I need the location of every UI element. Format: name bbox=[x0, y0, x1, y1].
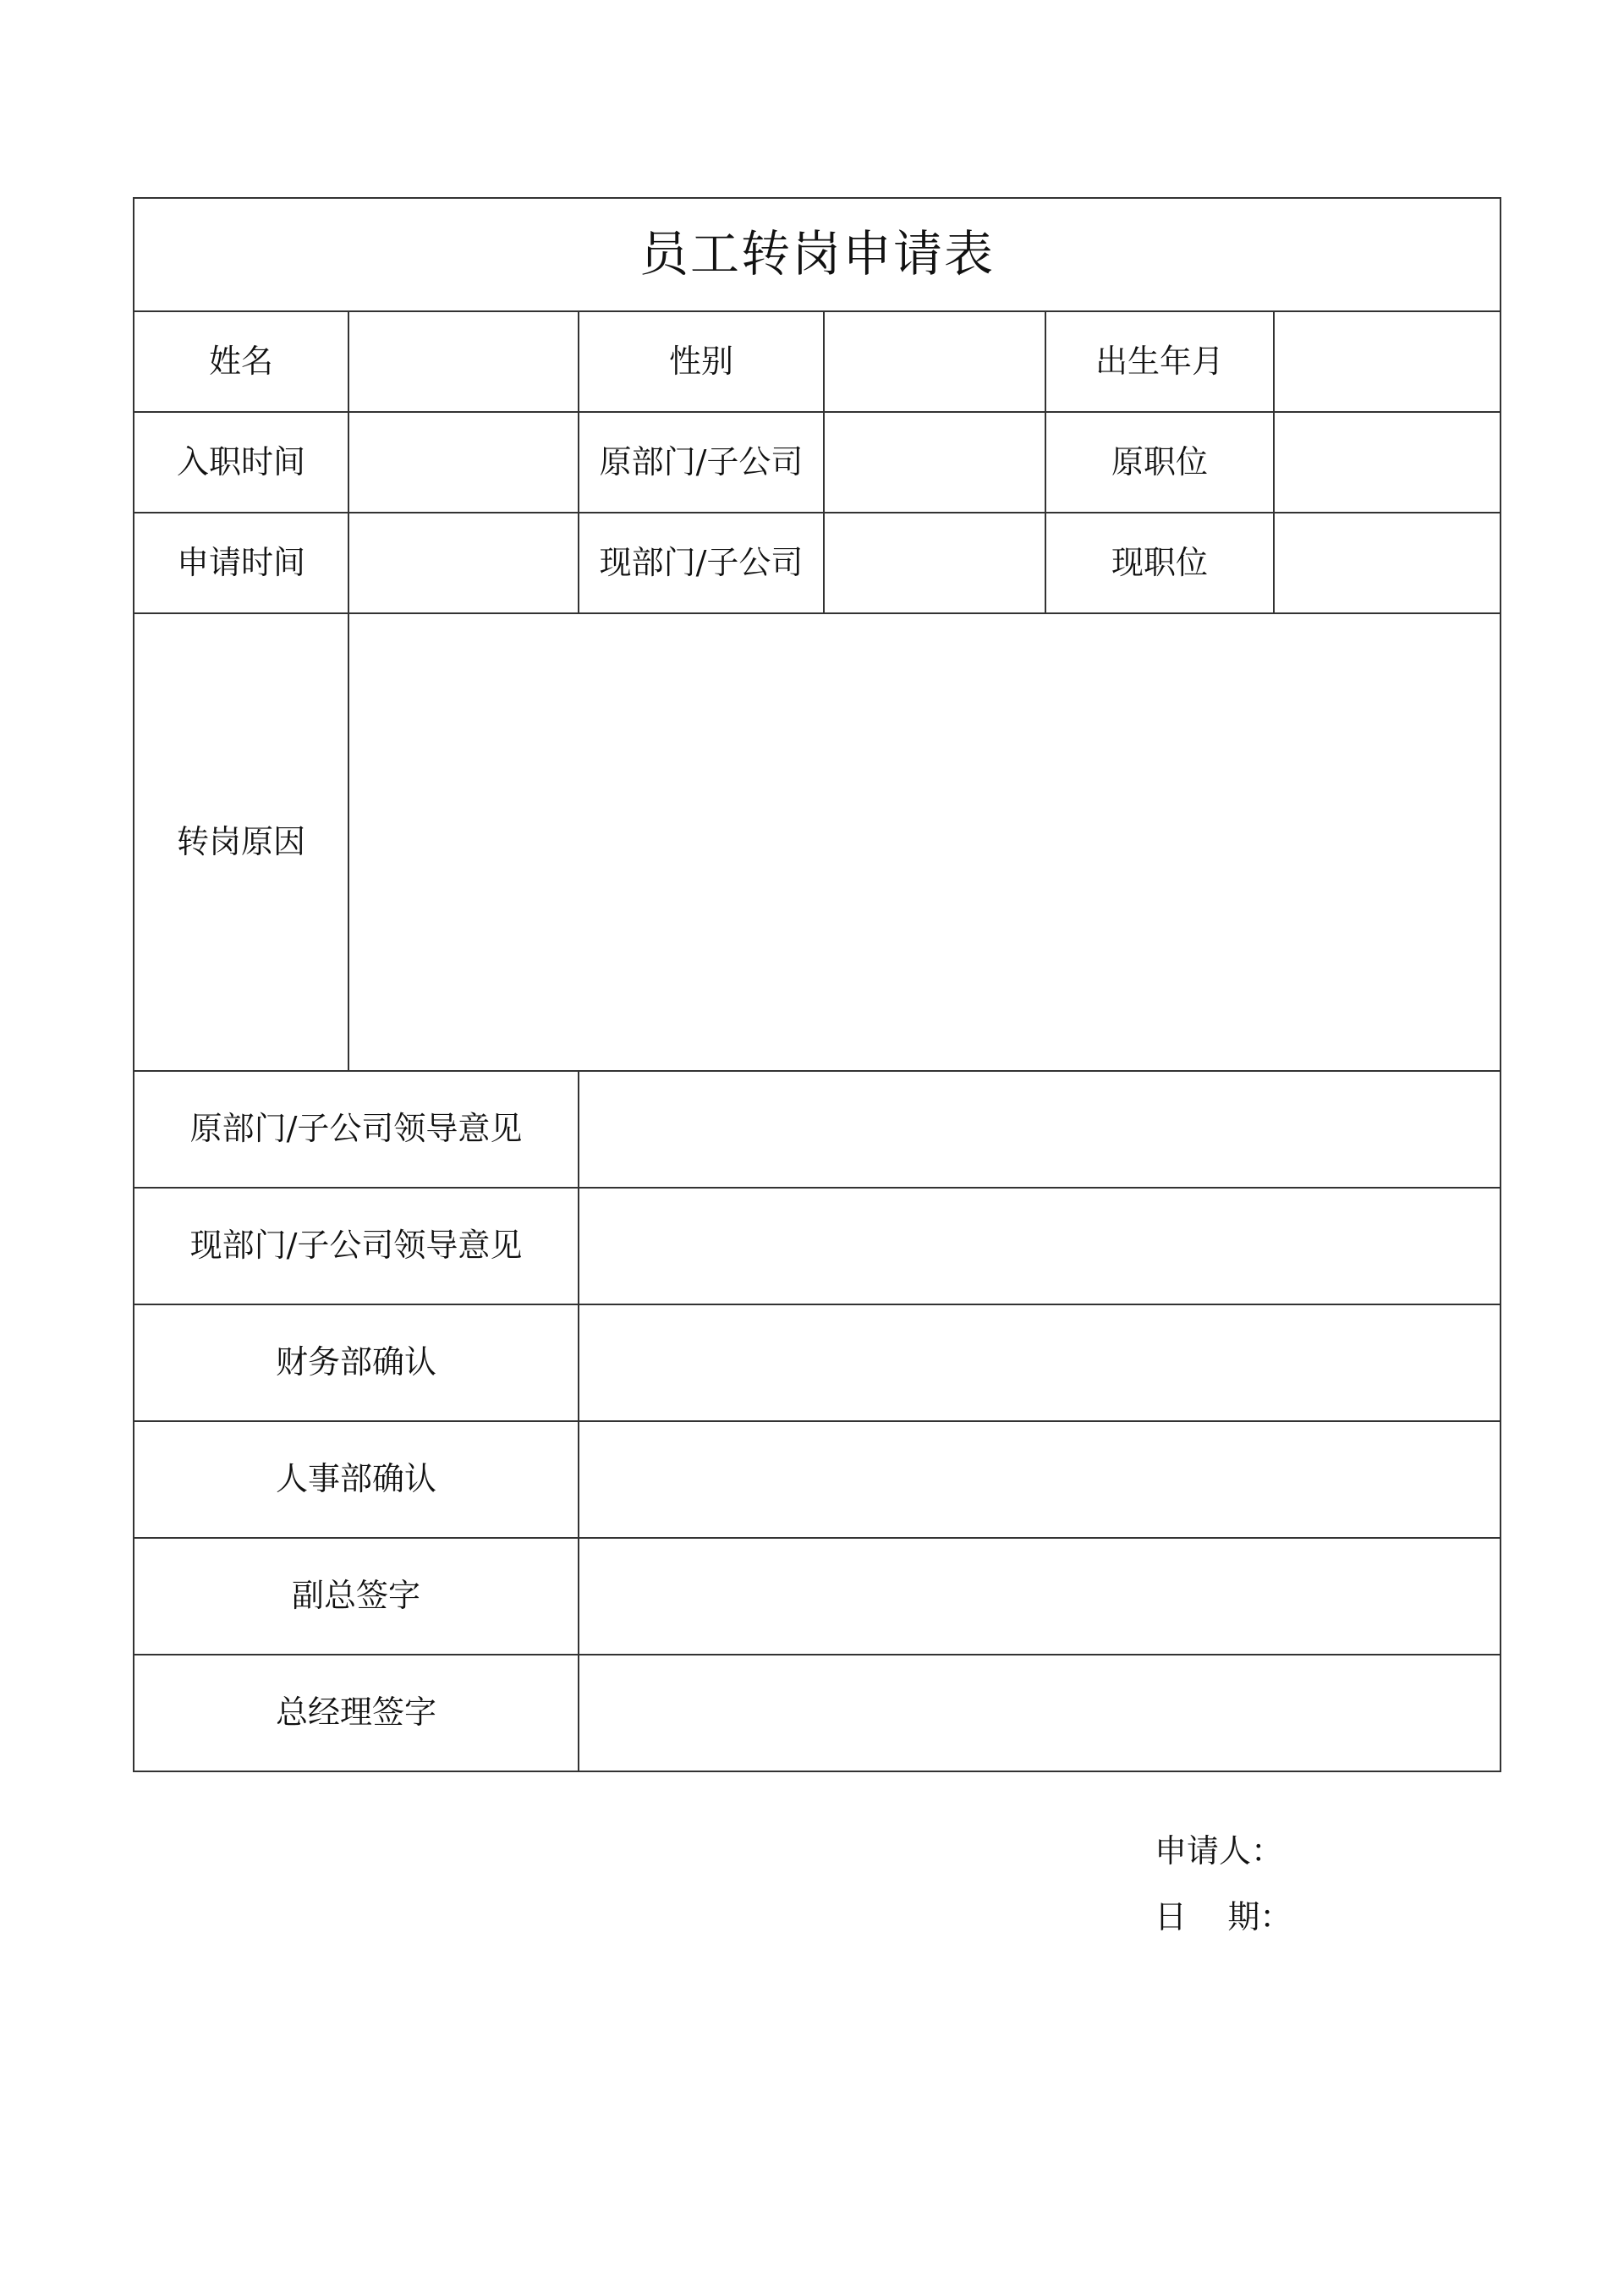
apply-date-label: 申请时间 bbox=[134, 513, 348, 613]
reason-field[interactable] bbox=[348, 613, 1501, 1071]
applicant-label: 申请人： bbox=[1155, 1832, 1284, 1869]
gm-signature-label: 总经理签字 bbox=[134, 1655, 579, 1771]
date-label: 日 期： bbox=[1155, 1898, 1292, 1935]
birth-field[interactable] bbox=[1274, 311, 1501, 412]
transfer-application-form bbox=[133, 197, 1501, 1772]
name-label: 姓名 bbox=[134, 311, 348, 412]
vp-signature-field[interactable] bbox=[579, 1538, 1501, 1655]
new-dept-label: 现部门/子公司 bbox=[579, 513, 824, 613]
birth-label: 出生年月 bbox=[1045, 311, 1274, 412]
finance-confirm-label: 财务部确认 bbox=[134, 1304, 579, 1421]
orig-dept-field[interactable] bbox=[824, 412, 1045, 513]
hr-confirm-label: 人事部确认 bbox=[134, 1421, 579, 1538]
new-position-label: 现职位 bbox=[1045, 513, 1274, 613]
new-dept-field[interactable] bbox=[824, 513, 1045, 613]
form-title: 员工转岗申请表 bbox=[134, 198, 1501, 311]
hire-date-label: 入职时间 bbox=[134, 412, 348, 513]
orig-position-field[interactable] bbox=[1274, 412, 1501, 513]
new-leader-opinion-field[interactable] bbox=[579, 1188, 1501, 1304]
orig-leader-opinion-field[interactable] bbox=[579, 1071, 1501, 1188]
new-position-field[interactable] bbox=[1274, 513, 1501, 613]
vp-signature-label: 副总签字 bbox=[134, 1538, 579, 1655]
hire-date-field[interactable] bbox=[348, 412, 579, 513]
new-leader-opinion-label: 现部门/子公司领导意见 bbox=[134, 1188, 579, 1304]
finance-confirm-field[interactable] bbox=[579, 1304, 1501, 1421]
orig-position-label: 原职位 bbox=[1045, 412, 1274, 513]
gender-label: 性别 bbox=[579, 311, 824, 412]
hr-confirm-field[interactable] bbox=[579, 1421, 1501, 1538]
reason-label: 转岗原因 bbox=[134, 613, 348, 1071]
apply-date-field[interactable] bbox=[348, 513, 579, 613]
orig-dept-label: 原部门/子公司 bbox=[579, 412, 824, 513]
gm-signature-field[interactable] bbox=[579, 1655, 1501, 1771]
orig-leader-opinion-label: 原部门/子公司领导意见 bbox=[134, 1071, 579, 1188]
name-field[interactable] bbox=[348, 311, 579, 412]
gender-field[interactable] bbox=[824, 311, 1045, 412]
